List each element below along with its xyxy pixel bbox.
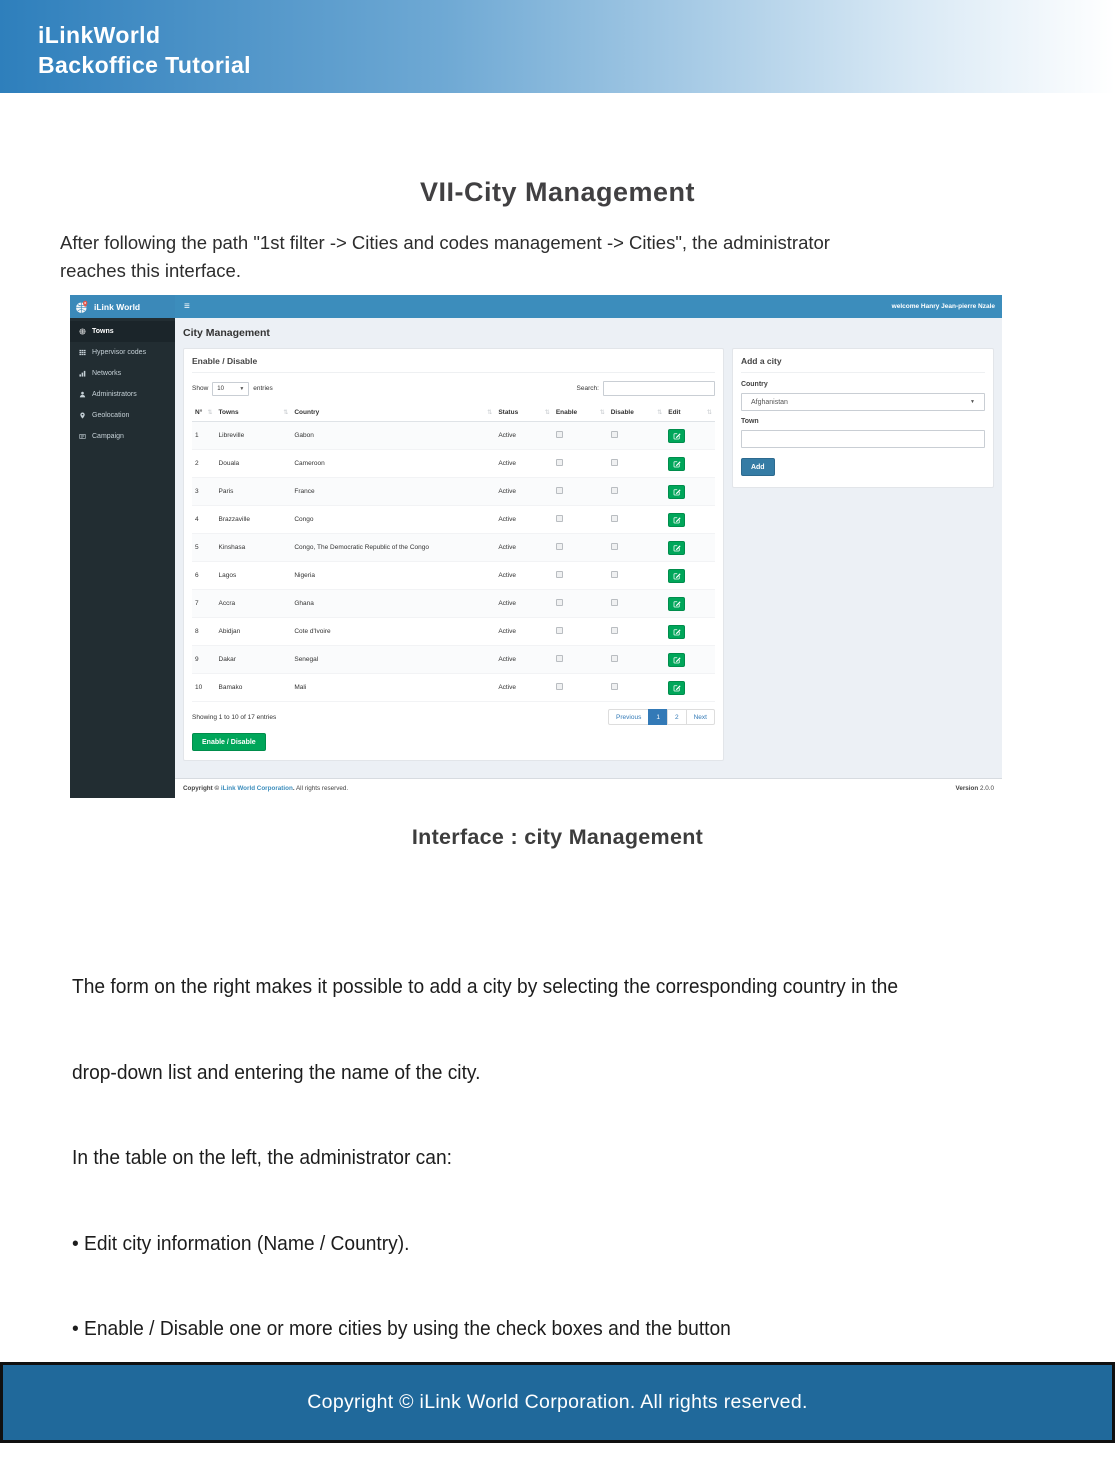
pagination-button-previous[interactable]: Previous	[608, 709, 649, 725]
sort-icon: ⇅	[657, 410, 663, 416]
table-row	[192, 422, 715, 450]
disable-checkbox[interactable]	[611, 459, 618, 466]
disable-cell	[608, 450, 666, 478]
row-number-cell: 4	[192, 506, 216, 534]
town-cell: Kinshasa	[216, 534, 292, 562]
edit-cell	[665, 478, 715, 506]
enable-cell	[553, 674, 608, 702]
town-cell: Libreville	[216, 422, 292, 450]
banner-line2: Backoffice Tutorial	[38, 52, 251, 78]
sort-icon: ⇅	[487, 410, 493, 416]
edit-button[interactable]	[668, 541, 685, 555]
enable-cell	[553, 534, 608, 562]
intro-line: reaches this interface.	[60, 259, 241, 281]
cities-table	[192, 404, 715, 702]
status-cell: Active	[495, 534, 553, 562]
disable-cell	[608, 590, 666, 618]
pencil-square-icon	[673, 544, 681, 552]
document-footer	[0, 1362, 1115, 1443]
enable-checkbox[interactable]	[556, 627, 563, 634]
disable-cell	[608, 674, 666, 702]
enable-cell	[553, 478, 608, 506]
country-label: Country	[740, 381, 768, 388]
sidebar-item-hypervisor-codes[interactable]	[70, 342, 175, 363]
table-row	[192, 646, 715, 674]
table-row	[192, 618, 715, 646]
app-brand: iLink World	[94, 301, 141, 312]
status-cell: Active	[495, 590, 553, 618]
enable-cell	[553, 506, 608, 534]
pencil-square-icon	[673, 684, 681, 692]
map-marker-icon	[79, 412, 86, 419]
row-number-cell: 3	[192, 478, 216, 506]
sidebar-item-label: Networks	[92, 370, 122, 377]
add-button[interactable]: Add	[741, 458, 775, 476]
app-navbar	[175, 295, 1002, 318]
town-cell: Douala	[216, 450, 292, 478]
sidebar-item-label: Geolocation	[92, 412, 130, 419]
pagination	[608, 709, 715, 725]
edit-button[interactable]	[668, 429, 685, 443]
pencil-square-icon	[673, 600, 681, 608]
edit-cell	[665, 450, 715, 478]
table-row	[192, 674, 715, 702]
banner-line1: iLinkWorld	[38, 22, 161, 48]
table-row	[192, 590, 715, 618]
edit-button[interactable]	[668, 597, 685, 611]
app-footer	[175, 778, 1002, 798]
country-cell: Mali	[291, 674, 495, 702]
page-size-select[interactable]	[212, 382, 249, 396]
row-number-cell: 2	[192, 450, 216, 478]
disable-checkbox[interactable]	[611, 655, 618, 662]
table-footer	[192, 709, 715, 725]
app-sidebar	[70, 318, 175, 798]
pencil-square-icon	[673, 488, 681, 496]
enable-cell	[553, 618, 608, 646]
row-number-cell: 7	[192, 590, 216, 618]
user-icon	[79, 391, 86, 398]
edit-button[interactable]	[668, 513, 685, 527]
status-cell: Active	[495, 478, 553, 506]
column-header-n[interactable]: N° ⇅	[192, 404, 216, 422]
sidebar-item-campaign[interactable]	[70, 426, 175, 447]
edit-cell	[665, 618, 715, 646]
town-cell: Accra	[216, 590, 292, 618]
status-cell: Active	[495, 562, 553, 590]
table-row	[192, 534, 715, 562]
app-screenshot	[70, 295, 1002, 798]
sidebar-item-administrators[interactable]	[70, 384, 175, 405]
document-banner	[0, 0, 1115, 93]
country-select[interactable]	[741, 393, 985, 411]
edit-cell	[665, 506, 715, 534]
town-cell: Abidjan	[216, 618, 292, 646]
document-footer-text: Copyright © iLink World Corporation. All rights reserved.	[307, 1391, 808, 1413]
edit-cell	[665, 422, 715, 450]
chevron-down-icon: ▼	[239, 385, 245, 392]
sidebar-item-label: Campaign	[92, 433, 124, 440]
column-header-towns[interactable]: Towns ⇅	[216, 404, 292, 422]
pagination-button-next[interactable]: Next	[686, 709, 715, 725]
enable-checkbox[interactable]	[556, 655, 563, 662]
disable-cell	[608, 562, 666, 590]
app-page-heading: City Management	[183, 327, 270, 339]
body-line: In the table on the left, the administrator can:	[72, 1147, 452, 1169]
enable-cell	[553, 422, 608, 450]
column-header-country[interactable]: Country ⇅	[291, 404, 495, 422]
grid-icon	[79, 349, 86, 356]
search-label: Search:	[576, 385, 599, 392]
pencil-square-icon	[673, 516, 681, 524]
pencil-square-icon	[673, 628, 681, 636]
show-label: Show	[192, 385, 209, 392]
sidebar-item-label: Towns	[92, 328, 114, 335]
corporation-link[interactable]: iLink World Corporation	[220, 785, 293, 792]
sort-icon: ⇅	[283, 410, 289, 416]
disable-checkbox[interactable]	[611, 571, 618, 578]
entries-label: entries	[253, 385, 273, 392]
enable-cell	[553, 450, 608, 478]
disable-checkbox[interactable]	[611, 487, 618, 494]
table-row	[192, 478, 715, 506]
page-title: VII-City Management	[419, 177, 696, 207]
app-logo[interactable]	[70, 295, 175, 318]
country-cell: Nigeria	[291, 562, 495, 590]
column-header-enable[interactable]: Enable ⇅	[553, 404, 608, 422]
edit-button[interactable]	[668, 681, 685, 695]
body-line: • Enable / Disable one or more cities by using the check boxes and the button	[72, 1318, 731, 1340]
welcome-user-label: welcome Hanry Jean-pierre Nzale	[891, 303, 995, 310]
pencil-square-icon	[673, 432, 681, 440]
sidebar-item-towns[interactable]	[70, 321, 175, 342]
row-number-cell: 1	[192, 422, 216, 450]
city-table-body	[192, 422, 715, 702]
enable-checkbox[interactable]	[556, 683, 563, 690]
body-line: The form on the right makes it possible to add a city by selecting the corresponding country in the	[72, 976, 899, 998]
country-cell: Congo, The Democratic Republic of the Congo	[291, 534, 495, 562]
disable-cell	[608, 534, 666, 562]
edit-cell	[665, 646, 715, 674]
add-city-panel	[732, 348, 994, 488]
pencil-square-icon	[673, 656, 681, 664]
sidebar-item-geolocation[interactable]	[70, 405, 175, 426]
sort-icon: ⇅	[599, 410, 605, 416]
country-select-value: Afghanistan	[750, 398, 788, 406]
enable-cell	[553, 562, 608, 590]
sidebar-item-label: Administrators	[92, 391, 137, 398]
enable-cell	[553, 646, 608, 674]
app-footer-copyright: Copyright © iLink World Corporation. All rights reserved.	[183, 785, 349, 792]
town-cell: Paris	[216, 478, 292, 506]
pencil-square-icon	[673, 572, 681, 580]
enable-disable-button[interactable]: Enable / Disable	[192, 733, 266, 751]
column-header-status[interactable]: Status ⇅	[495, 404, 553, 422]
sort-icon: ⇅	[706, 410, 712, 416]
country-cell: France	[291, 478, 495, 506]
enable-checkbox[interactable]	[556, 459, 563, 466]
edit-button[interactable]	[668, 653, 685, 667]
app-footer-version: Version 2.0.0	[955, 785, 994, 792]
town-cell: Dakar	[216, 646, 292, 674]
pagination-button-1[interactable]: 1	[648, 709, 668, 725]
signal-icon	[79, 370, 86, 377]
globe-pin-logo-icon	[75, 300, 89, 314]
sort-icon: ⇅	[207, 410, 213, 416]
enable-disable-panel	[183, 348, 724, 761]
country-cell: Cameroon	[291, 450, 495, 478]
globe-icon	[79, 328, 86, 335]
edit-button[interactable]	[668, 457, 685, 471]
app-main	[175, 318, 1002, 798]
edit-cell	[665, 590, 715, 618]
town-cell: Brazzaville	[216, 506, 292, 534]
intro-line: After following the path "1st filter -> Cities and codes management -> Cities", the administrator	[60, 232, 830, 253]
country-cell: Senegal	[291, 646, 495, 674]
column-header-edit[interactable]: Edit ⇅	[665, 404, 715, 422]
sidebar-item-networks[interactable]	[70, 363, 175, 384]
chevron-down-icon: ▼	[970, 399, 975, 405]
hamburger-menu-icon[interactable]: ≡	[184, 301, 190, 312]
town-cell: Bamako	[216, 674, 292, 702]
panel-title: Add a city	[741, 356, 985, 373]
disable-cell	[608, 618, 666, 646]
screenshot-caption: Interface : city Management	[411, 825, 704, 849]
country-cell: Congo	[291, 506, 495, 534]
disable-checkbox[interactable]	[611, 627, 618, 634]
column-header-disable[interactable]: Disable ⇅	[608, 404, 666, 422]
body-line: drop-down list and entering the name of the city.	[72, 1061, 481, 1084]
edit-button[interactable]	[668, 485, 685, 499]
enable-checkbox[interactable]	[556, 515, 563, 522]
town-label: Town	[740, 418, 759, 425]
enable-checkbox[interactable]	[556, 571, 563, 578]
intro-paragraph	[60, 229, 1115, 284]
enable-checkbox[interactable]	[556, 599, 563, 606]
app-body	[70, 318, 1002, 798]
sidebar-item-label: Hypervisor codes	[92, 349, 147, 356]
status-cell: Active	[495, 450, 553, 478]
pagination-button-2[interactable]: 2	[667, 709, 687, 725]
newspaper-icon	[79, 433, 86, 440]
app-topbar	[70, 295, 1002, 318]
row-number-cell: 6	[192, 562, 216, 590]
disable-cell	[608, 478, 666, 506]
disable-cell	[608, 506, 666, 534]
country-cell: Cote d'Ivoire	[291, 618, 495, 646]
table-row	[192, 562, 715, 590]
table-row	[192, 506, 715, 534]
status-cell: Active	[495, 506, 553, 534]
table-controls	[192, 381, 715, 396]
disable-checkbox[interactable]	[611, 515, 618, 522]
panel-title: Enable / Disable	[192, 356, 715, 373]
sort-icon: ⇅	[544, 410, 550, 416]
row-number-cell: 8	[192, 618, 216, 646]
town-cell: Lagos	[216, 562, 292, 590]
edit-cell	[665, 674, 715, 702]
country-cell: Ghana	[291, 590, 495, 618]
edit-button[interactable]	[668, 625, 685, 639]
status-cell: Active	[495, 618, 553, 646]
enable-cell	[553, 590, 608, 618]
disable-checkbox[interactable]	[611, 683, 618, 690]
town-input[interactable]	[741, 430, 985, 448]
showing-entries-label: Showing 1 to 10 of 17 entries	[192, 713, 277, 721]
enable-checkbox[interactable]	[556, 431, 563, 438]
status-cell: Active	[495, 646, 553, 674]
status-cell: Active	[495, 422, 553, 450]
table-row	[192, 450, 715, 478]
disable-checkbox[interactable]	[611, 599, 618, 606]
country-cell: Gabon	[291, 422, 495, 450]
edit-button[interactable]	[668, 569, 685, 583]
edit-cell	[665, 562, 715, 590]
row-number-cell: 9	[192, 646, 216, 674]
disable-cell	[608, 422, 666, 450]
enable-checkbox[interactable]	[556, 543, 563, 550]
enable-checkbox[interactable]	[556, 487, 563, 494]
disable-cell	[608, 646, 666, 674]
status-cell: Active	[495, 674, 553, 702]
row-number-cell: 10	[192, 674, 216, 702]
edit-cell	[665, 534, 715, 562]
disable-checkbox[interactable]	[611, 431, 618, 438]
search-input[interactable]	[603, 381, 715, 396]
disable-checkbox[interactable]	[611, 543, 618, 550]
page-size-value: 10	[217, 385, 224, 392]
pencil-square-icon	[673, 460, 681, 468]
row-number-cell: 5	[192, 534, 216, 562]
body-line: • Edit city information (Name / Country).	[72, 1232, 410, 1255]
